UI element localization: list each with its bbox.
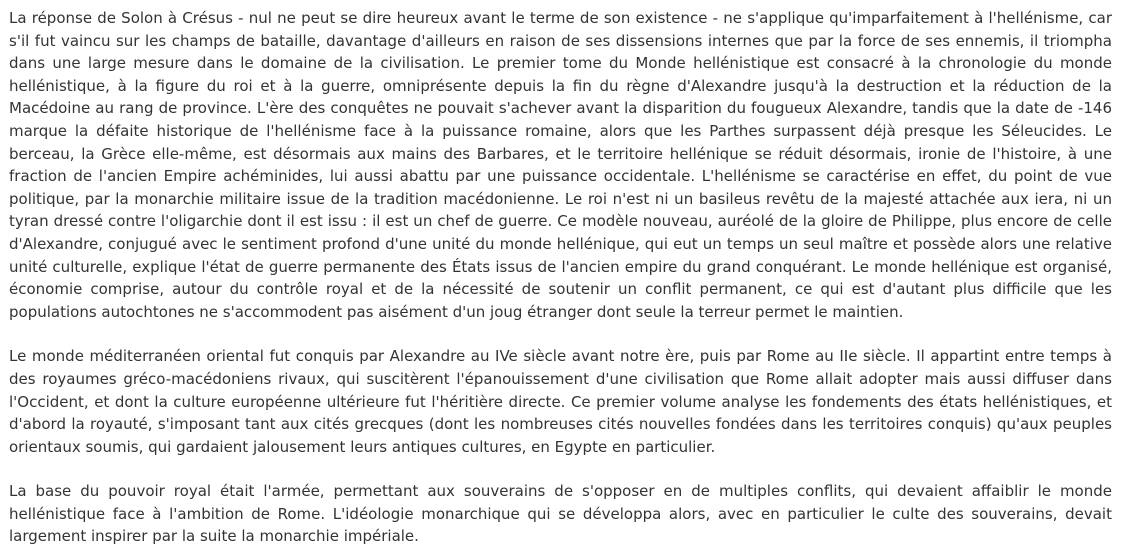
paragraph-royal-power: La base du pouvoir royal était l'armée, permettant aux souverains de s'opposer en de multiples conflits, qui devaient affaiblir le monde hellénistique face à l'ambition de Rome. L'idéologie monarchique qui se développa alors, avec en particulier le culte des souverains, devait largement inspirer par la suite la monarchie impériale. bbox=[9, 482, 1112, 546]
paragraph-mediterranean-conquest: Le monde méditerranéen oriental fut conquis par Alexandre au IVe siècle avant notre ère, puis par Rome au IIe siècle. Il appartint entre temps à des royaumes gréco-macédoniens rivaux, qui suscitèrent l'épanouissement d'une civilisation que Rome allait adopter mais aussi diffuser dans l'Occident, et dont la culture européenne ultérieure fut l'héritière directe. Ce premier volume analyse les fondements des états hellénistiques, et d'abord la royauté, s'imposant tant aux cités grecques (dont les nombreuses cités nouvelles fondées dans les territoires conquis) qu'aux peuples orientaux soumis, qui gardaient jalousement leurs antiques cultures, en Egypte en particulier. bbox=[9, 347, 1112, 456]
paragraph-solon-response: La réponse de Solon à Crésus - nul ne peut se dire heureux avant le terme de son existence - ne s'applique qu'imparfaitement à l'hellénisme, car s'il fut vaincu sur les champs de bataille, davantage d'ailleurs en raison de ses dissensions internes que par la force de ses ennemis, il triompha dans une large mesure dans le domaine de la civilisation. Le premier tome du Monde hellénistique est consacré à la chronologie du monde hellénistique, à la figure du roi et à la guerre, omniprésente depuis la fin du règne d'Alexandre jusqu'à la destruction et la réduction de la Macédoine au rang de province. L'ère des conquêtes ne pouvait s'achever avant la disparition du fougueux Alexandre, tandis que la date de -146 marque la défaite historique de l'hellénisme face à la puissance romaine, alors que les Parthes surpassent déjà presque les Séleucides. Le berceau, la Grèce elle-même, est désormais aux mains des Barbares, et le territoire hellénique se réduit désormais, ironie de l'histoire, à une fraction de l'ancien Empire achéminides, lui aussi abattu par une puissance occidentale. L'hellénisme se caractérise en effet, du point de vue politique, par la monarchie militaire issue de la tradition macédonienne. Le roi n'est ni un basileus revêtu de la majesté attachée aux iera, ni un tyran dressé contre l'oligarchie dont il est issu : il est un chef de guerre. Ce modèle nouveau, auréolé de la gloire de Philippe, plus encore de celle d'Alexandre, conjugué avec le sentiment profond d'une unité du monde hellénique, qui eut un temps un seul maître et possède alors une relative unité culturelle, explique l'état de guerre permanente des États issus de l'ancien empire du grand conquérant. Le monde hellénique est organisé, économie comprise, autour du contrôle royal et de la nécessité de soutenir un conflit permanent, ce qui est d'autant plus difficile que les populations autochtones ne s'accommodent pas aisément d'un joug étranger dont seule la terreur permet le maintien. bbox=[9, 9, 1112, 321]
